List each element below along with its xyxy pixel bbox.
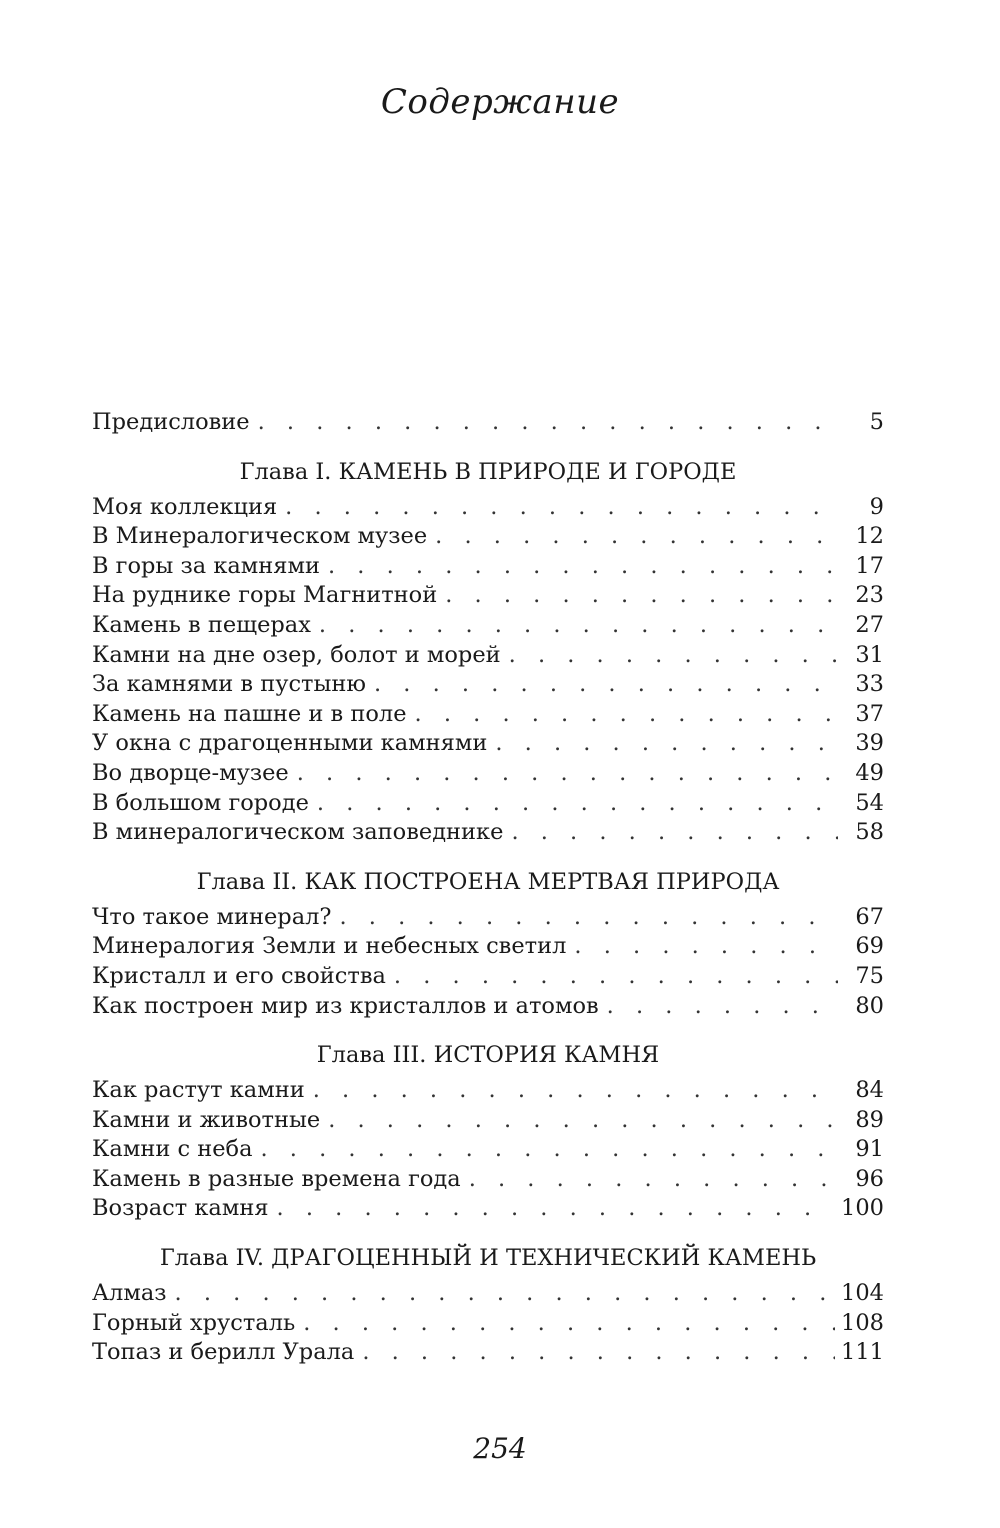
toc-entry-page: 17 [855,552,884,579]
toc-entry-label: Камни с неба [92,1136,253,1163]
dot-leader [285,493,838,523]
toc-entry[interactable] [92,1106,884,1136]
toc-entry[interactable] [92,1076,884,1106]
chapter-1 [92,458,884,848]
dot-leader [175,1279,836,1309]
toc-entry-label: Как построен мир из кристаллов и атомов [92,992,599,1019]
toc-entry[interactable] [92,1309,884,1339]
toc-entry-label: Камни и животные [92,1106,321,1133]
table-of-contents [92,408,884,1388]
chapter-title: Глава II. КАК ПОСТРОЕНА МЕРТВАЯ ПРИРОДА [196,868,780,895]
toc-entry-preface[interactable] [92,408,884,438]
chapter-title: Глава III. ИСТОРИЯ КАМНЯ [316,1042,660,1069]
toc-entry[interactable] [92,992,884,1022]
chapter-3 [92,1041,884,1224]
toc-entry-page: 80 [855,992,884,1019]
toc-entry[interactable] [92,818,884,848]
toc-entry-page: 84 [855,1077,884,1104]
toc-entry-page: 91 [855,1136,884,1163]
toc-entry-label: Возраст камня [92,1195,269,1222]
toc-entry[interactable] [92,1135,884,1165]
dot-leader [297,759,838,789]
toc-entry[interactable] [92,789,884,819]
toc-entry-label: У окна с драгоценными камнями [92,730,488,757]
toc-entry-page: 33 [855,671,884,698]
dot-leader [362,1338,835,1368]
toc-entry[interactable] [92,700,884,730]
toc-entry-label: Камень в пещерах [92,611,311,638]
toc-entry-label: Камень на пашне и в поле [92,700,407,727]
toc-entry[interactable] [92,1194,884,1224]
toc-entry-page: 75 [855,962,884,989]
chapter-title: Глава IV. ДРАГОЦЕННЫЙ И ТЕХНИЧЕСКИЙ КАМЕНЬ [159,1245,817,1272]
toc-entry[interactable] [92,493,884,523]
dot-leader [574,932,838,962]
dot-leader [303,1309,835,1339]
dot-leader [469,1165,838,1195]
page-number: 254 [473,1432,527,1465]
toc-entry[interactable] [92,641,884,671]
toc-entry-page: 96 [855,1165,884,1192]
toc-entry[interactable] [92,581,884,611]
toc-entry-label: Как растут камни [92,1077,305,1104]
toc-entry-page: 9 [869,493,884,520]
toc-entry[interactable] [92,903,884,933]
toc-entry-page: 27 [855,611,884,638]
toc-entry-page: 104 [841,1280,884,1307]
toc-entry-page: 54 [855,789,884,816]
toc-entry[interactable] [92,552,884,582]
dot-leader [435,522,838,552]
page-title: Содержание [380,82,620,122]
toc-entry-page: 49 [855,759,884,786]
toc-entry[interactable] [92,1338,884,1368]
toc-entry-label: В большом городе [92,789,309,816]
toc-entry[interactable] [92,932,884,962]
dot-leader [394,962,838,992]
toc-entry-page: 58 [855,819,884,846]
toc-entry-label: Что такое минерал? [92,903,332,930]
dot-leader [319,611,838,641]
dot-leader [445,581,838,611]
dot-leader [328,1106,838,1136]
chapter-2 [92,868,884,1021]
toc-entry-page: 39 [855,730,884,757]
toc-entry-label: Предисловие [92,409,250,435]
toc-entry[interactable] [92,1165,884,1195]
toc-entry-page: 67 [855,903,884,930]
toc-entry-page: 5 [869,409,884,435]
toc-entry-label: Минералогия Земли и небесных светил [92,933,567,960]
toc-entry-page: 12 [855,523,884,550]
toc-entry[interactable] [92,759,884,789]
toc-entry[interactable] [92,522,884,552]
dot-leader [509,641,838,671]
dot-leader [328,552,838,582]
dot-leader [258,408,838,438]
toc-entry-page: 23 [855,582,884,609]
toc-entry-label: В минералогическом заповеднике [92,819,504,846]
toc-entry-page: 108 [841,1309,884,1336]
toc-entry-page: 89 [855,1106,884,1133]
dot-leader [607,992,838,1022]
dot-leader [374,670,838,700]
toc-entry-page: 37 [855,700,884,727]
dot-leader [317,789,838,819]
toc-entry-label: Кристалл и его свойства [92,962,386,989]
toc-entry-label: Во дворце-музее [92,759,289,786]
dot-leader [277,1194,836,1224]
toc-entry[interactable] [92,670,884,700]
toc-entry-label: В горы за камнями [92,552,320,579]
toc-entry[interactable] [92,729,884,759]
toc-entry-page: 111 [841,1339,884,1366]
toc-entry[interactable] [92,611,884,641]
dot-leader [261,1135,839,1165]
chapter-4 [92,1244,884,1368]
dot-leader [339,903,838,933]
toc-entry-label: Алмаз [92,1280,167,1307]
dot-leader [511,818,838,848]
toc-entry-page: 31 [855,641,884,668]
dot-leader [495,729,838,759]
toc-entry[interactable] [92,962,884,992]
toc-entry-label: За камнями в пустыню [92,671,366,698]
toc-entry-label: Топаз и берилл Урала [92,1339,355,1366]
toc-entry-label: В Минералогическом музее [92,523,428,550]
toc-entry-label: Камень в разные времена года [92,1165,461,1192]
toc-entry-label: Камни на дне озер, болот и морей [92,641,501,668]
toc-entry[interactable] [92,1279,884,1309]
toc-entry-label: Моя коллекция [92,493,278,520]
toc-entry-page: 69 [855,933,884,960]
toc-entry-label: Горный хрусталь [92,1309,296,1336]
chapter-title: Глава I. КАМЕНЬ В ПРИРОДЕ И ГОРОДЕ [239,458,737,485]
toc-entry-label: На руднике горы Магнитной [92,582,438,609]
dot-leader [313,1076,838,1106]
dot-leader [415,700,838,730]
toc-entry-page: 100 [841,1195,884,1222]
